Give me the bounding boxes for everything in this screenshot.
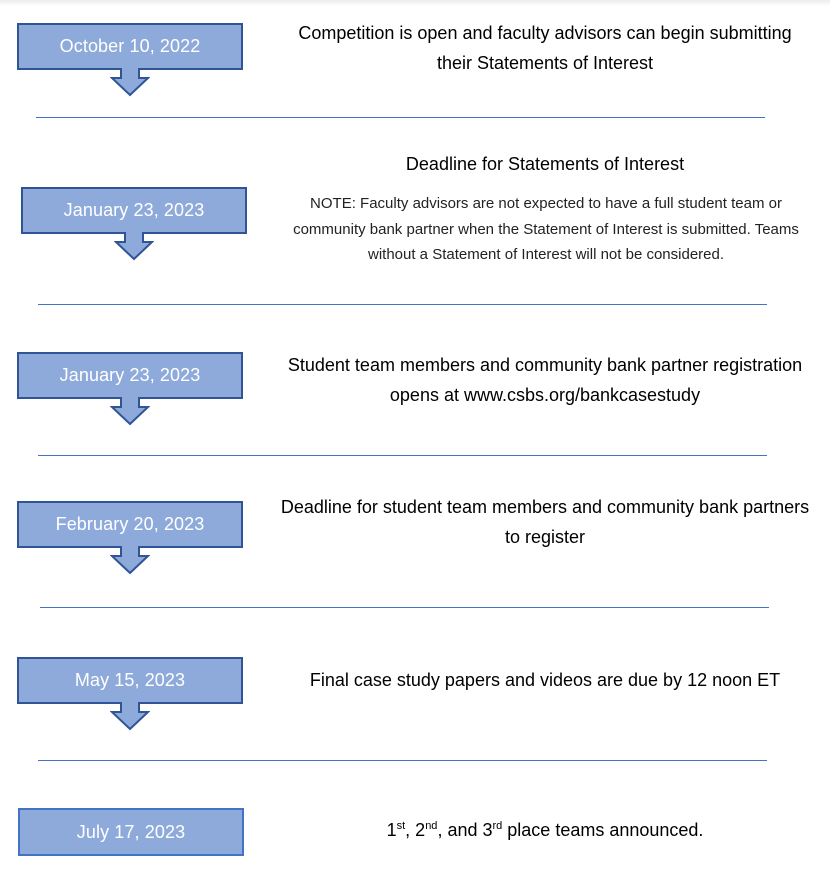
divider (38, 304, 767, 305)
down-arrow-icon (110, 546, 150, 576)
date-box (17, 352, 243, 399)
divider (38, 455, 767, 456)
top-shadow (0, 0, 830, 6)
date-box (21, 187, 247, 234)
date-box (17, 657, 243, 704)
event-description: 1st, 2nd, and 3rd place teams announced. (386, 820, 704, 840)
date-box (17, 501, 243, 548)
event-description: Final case study papers and videos are due by 12 noon ET (309, 670, 781, 690)
divider (38, 760, 767, 761)
date-label: February 20, 2023 (55, 514, 205, 534)
date-label: January 23, 2023 (59, 365, 201, 385)
down-arrow-icon (114, 232, 154, 262)
date-label: July 17, 2023 (76, 821, 186, 842)
event-description: Competition is open and faculty advisors can begin submitting their Statements of Interest (298, 23, 792, 73)
date-box (17, 23, 243, 70)
down-arrow-icon (110, 702, 150, 732)
event-description: Deadline for student team members and community bank partners to register (280, 497, 810, 547)
event-note: NOTE: Faculty advisors are not expected to have a full student team or community bank partner when the Statement of Interest is submitted. Teams without a Statement of Interest will not be considered. (293, 195, 799, 263)
date-box (18, 808, 244, 856)
date-label: May 15, 2023 (74, 670, 186, 690)
event-description: Student team members and community bank partner registration opens at www.csbs.org/bankcasestudy (287, 355, 803, 405)
date-label: January 23, 2023 (63, 200, 205, 220)
down-arrow-icon (110, 397, 150, 427)
divider (40, 607, 769, 608)
date-label: October 10, 2022 (59, 36, 201, 56)
divider (36, 117, 765, 118)
event-description: Deadline for Statements of Interest (405, 154, 685, 174)
down-arrow-icon (110, 68, 150, 98)
